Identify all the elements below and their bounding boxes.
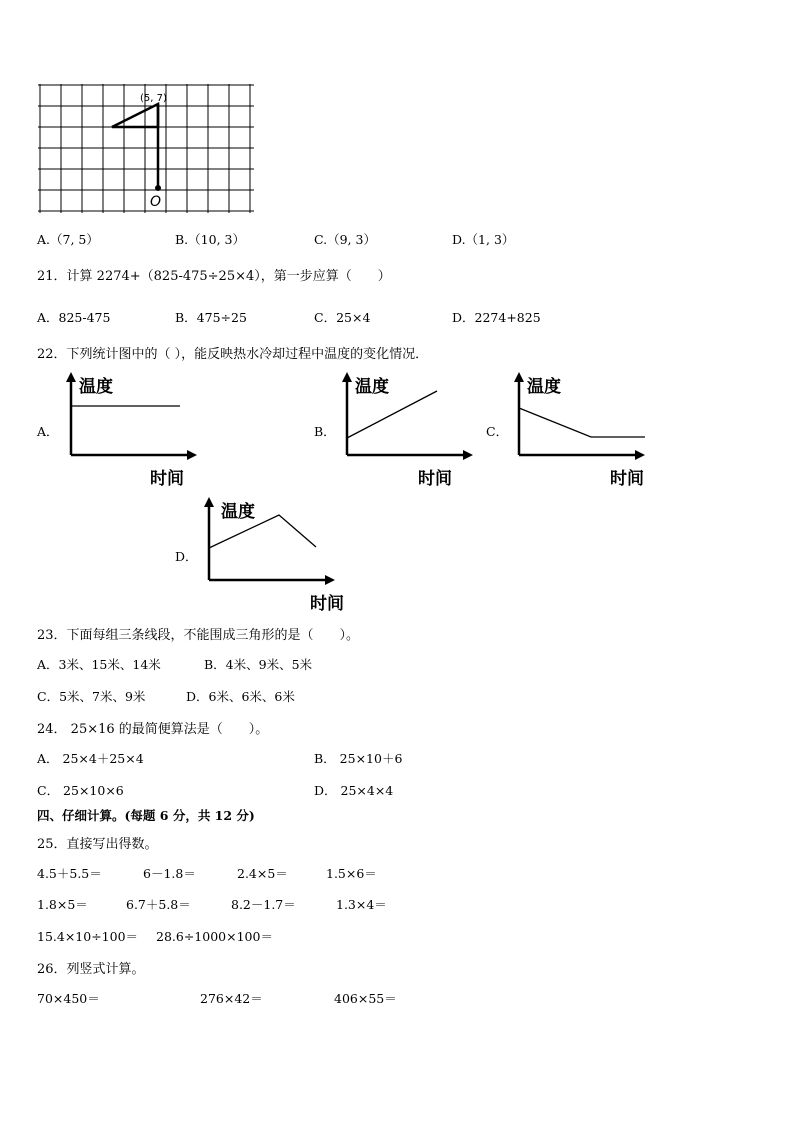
q25-text: 25．直接写出得数。 [37, 837, 158, 852]
section-4-title: 四、仔细计算。(每题 6 分，共 12 分) [37, 808, 255, 823]
calc-item[interactable]: 2.4×5＝ [237, 866, 288, 881]
q26-text: 26．列竖式计算。 [37, 962, 145, 977]
q21-option-d[interactable]: D．2274+825 [452, 310, 541, 325]
point-label: (5, 7) [140, 93, 167, 104]
q23-option-b[interactable]: B．4米、9米、5米 [204, 657, 313, 672]
q24-option-b[interactable]: B． 25×10＋6 [314, 751, 403, 766]
q20-option-c[interactable]: C.（9, 3） [314, 232, 376, 247]
q22-chart-a[interactable] [55, 370, 215, 492]
vertical-calc-item[interactable]: 276×42＝ [200, 991, 263, 1006]
q22-chart-d[interactable] [193, 495, 353, 617]
y-axis-label: 温度 [79, 377, 113, 397]
calc-item[interactable]: 6－1.8＝ [143, 866, 196, 881]
calc-item[interactable]: 1.5×6＝ [326, 866, 377, 881]
calc-item[interactable]: 1.3×4＝ [336, 897, 387, 912]
q22-chart-b[interactable] [331, 370, 491, 492]
calc-item[interactable]: 4.5＋5.5＝ [37, 866, 102, 881]
q21-text: 21．计算 2274+（825-475÷25×4），第一步应算（ ） [37, 269, 391, 284]
q22-option-c-label[interactable]: C． [486, 424, 509, 439]
q24-option-a[interactable]: A． 25×4＋25×4 [37, 751, 144, 766]
q21-option-b[interactable]: B．475÷25 [175, 310, 247, 325]
q23-option-a[interactable]: A．3米、15米、14米 [37, 657, 161, 672]
q22-option-d-label[interactable]: D． [175, 549, 198, 564]
q23-option-c[interactable]: C．5米、7米、9米 [37, 689, 146, 704]
y-axis-label: 温度 [355, 377, 389, 397]
flag-triangle [112, 104, 158, 127]
x-axis-label: 时间 [418, 469, 452, 489]
q22-chart-c[interactable] [503, 370, 663, 492]
q21-option-c[interactable]: C．25×4 [314, 310, 371, 325]
q22-option-a-label[interactable]: A． [37, 424, 59, 439]
q23-text: 23．下面每组三条线段，不能围成三角形的是（ ）。 [37, 628, 360, 643]
calc-item[interactable]: 1.8×5＝ [37, 897, 88, 912]
calc-item[interactable]: 28.6÷1000×100＝ [156, 929, 273, 944]
q21-option-a[interactable]: A．825-475 [37, 310, 111, 325]
q22-text: 22．下列统计图中的（ ），能反映热水冷却过程中温度的变化情况． [37, 347, 429, 362]
x-axis-label: 时间 [310, 594, 344, 614]
calc-item[interactable]: 6.7＋5.8＝ [126, 897, 191, 912]
q20-option-d[interactable]: D.（1, 3） [452, 232, 515, 247]
calc-item[interactable]: 15.4×10÷100＝ [37, 929, 139, 944]
origin-label: O [150, 194, 162, 210]
q23-option-d[interactable]: D．6米、6米、6米 [186, 689, 295, 704]
origin-point [155, 185, 161, 191]
q24-option-c[interactable]: C． 25×10×6 [37, 783, 124, 798]
x-axis-label: 时间 [150, 469, 184, 489]
x-axis-label: 时间 [610, 469, 644, 489]
y-axis-label: 温度 [221, 502, 255, 522]
q24-option-d[interactable]: D． 25×4×4 [314, 783, 394, 798]
grid-figure [30, 82, 266, 216]
vertical-calc-item[interactable]: 406×55＝ [334, 991, 397, 1006]
q24-text: 24． 25×16 的最简便算法是（ ）。 [37, 722, 269, 737]
vertical-calc-item[interactable]: 70×450＝ [37, 991, 100, 1006]
q20-option-b[interactable]: B.（10, 3） [175, 232, 245, 247]
y-axis-label: 温度 [527, 377, 561, 397]
calc-item[interactable]: 8.2－1.7＝ [231, 897, 296, 912]
q22-option-b-label[interactable]: B． [314, 424, 336, 439]
q20-option-a[interactable]: A.（7, 5） [37, 232, 99, 247]
